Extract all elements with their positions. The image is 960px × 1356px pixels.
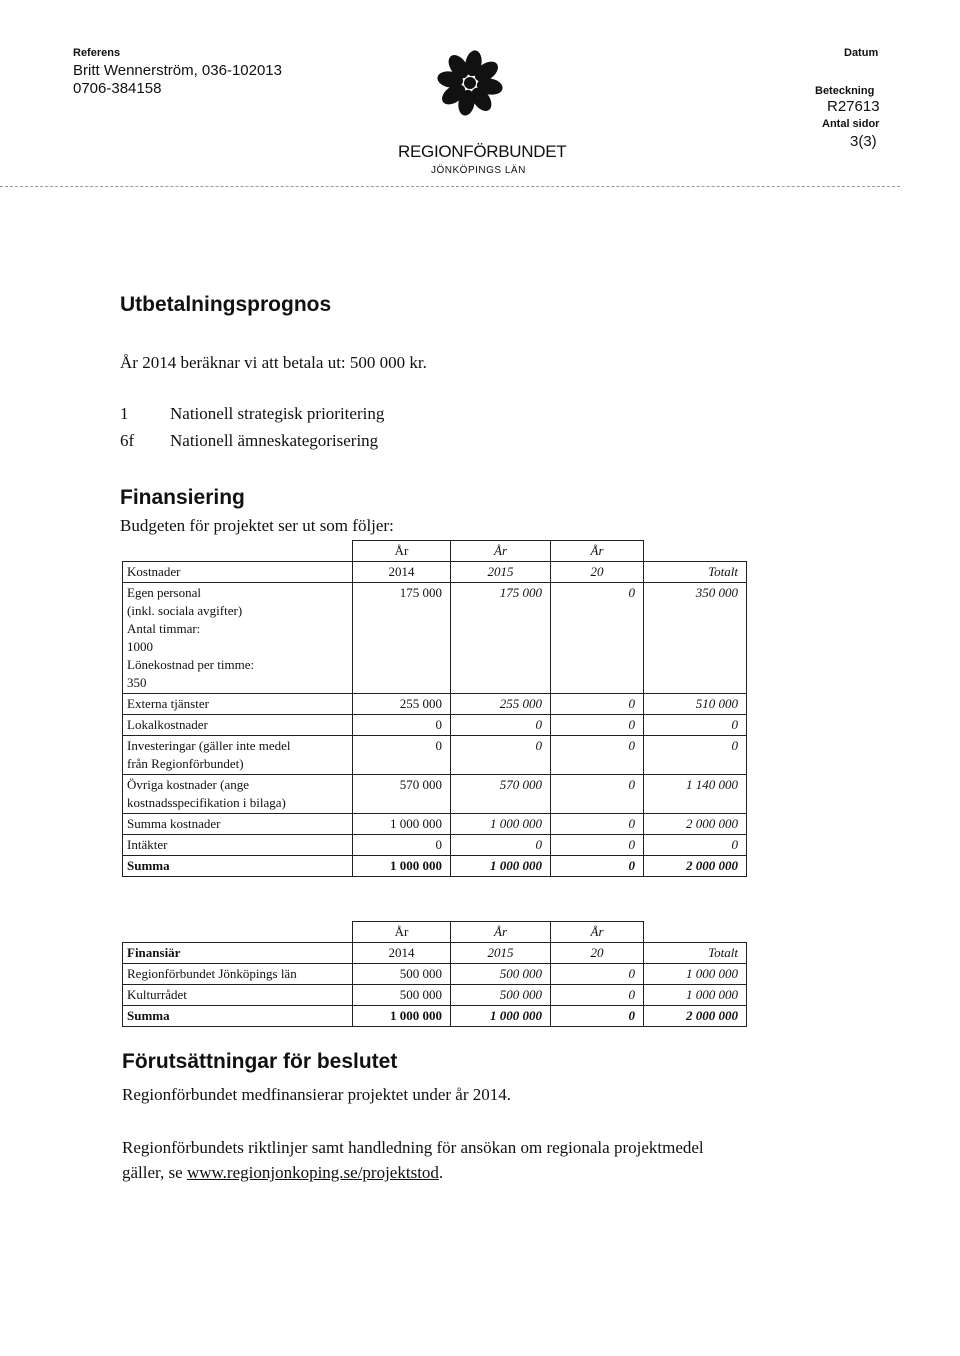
row-value: 1 000 000 (451, 1006, 551, 1027)
row-value: 1 000 000 (451, 856, 551, 877)
year-label: År (451, 922, 551, 943)
row-label (123, 583, 353, 694)
row-value: 175 000 (353, 583, 451, 694)
table-row (123, 985, 747, 1006)
fin-table-header-row (123, 943, 747, 964)
row-value: 1 000 000 (353, 814, 451, 835)
row-value: 0 (644, 715, 747, 736)
row-value: 0 (644, 736, 747, 775)
row-label-line: Antal timmar: (127, 621, 201, 636)
antal-sidor-label: Antal sidor (822, 118, 880, 130)
row-label-line: Investeringar (gäller inte medel (127, 738, 291, 753)
cost-table (122, 540, 747, 877)
row-value: 0 (451, 835, 551, 856)
row-value: 0 (353, 835, 451, 856)
table-row (123, 814, 747, 835)
header-20: 20 (551, 943, 644, 964)
row-value: 1 000 000 (644, 985, 747, 1006)
cost-table-year-row (123, 541, 747, 562)
row-label-line: kostnadsspecifikation i bilaga) (127, 795, 286, 810)
row-value: 1 140 000 (644, 775, 747, 814)
header-kostnader: Kostnader (123, 562, 353, 583)
table-row (123, 835, 747, 856)
row-value: 0 (551, 775, 644, 814)
org-name: REGIONFÖRBUNDET (398, 142, 567, 161)
row-value: 255 000 (451, 694, 551, 715)
condition-paragraph-2-line2 (122, 1163, 443, 1183)
row-value: 0 (353, 715, 451, 736)
section-title-forutsattningar: Förutsättningar för beslutet (122, 1050, 398, 1073)
year-label: År (551, 541, 644, 562)
row-value: 2 000 000 (644, 814, 747, 835)
referens-label: Referens (73, 47, 121, 59)
header-finansiar: Finansiär (123, 943, 353, 964)
row-label (123, 814, 353, 835)
row-label-line: 1000 (127, 639, 153, 654)
row-label-line: Summa kostnader (127, 816, 221, 831)
row-value: 1 000 000 (644, 964, 747, 985)
section-title-utbetalningsprognos: Utbetalningsprognos (120, 293, 332, 316)
row-value: 0 (644, 835, 747, 856)
row-value: 255 000 (353, 694, 451, 715)
row-value: 0 (551, 583, 644, 694)
row-value: 1 000 000 (353, 1006, 451, 1027)
condition-paragraph-2-suffix: . (438, 1163, 444, 1182)
table-row (123, 736, 747, 775)
row-label-line: Externa tjänster (127, 696, 209, 711)
budget-intro: Budgeten för projektet ser ut som följer: (120, 516, 394, 535)
row-label-line: Lokalkostnader (127, 717, 208, 732)
row-label-line: Lönekostnad per timme: (127, 657, 255, 672)
row-label-line: 350 (127, 675, 147, 690)
beteckning-value: R27613 (827, 98, 880, 115)
table-row (123, 583, 747, 694)
table-row (123, 775, 747, 814)
table-row (123, 964, 747, 985)
row-value: 0 (551, 985, 644, 1006)
row-label-line: från Regionförbundet) (127, 756, 244, 771)
row-value: 1 000 000 (451, 814, 551, 835)
regionforbundet-logo-icon (435, 48, 505, 118)
row-value: 570 000 (353, 775, 451, 814)
org-subtitle: JÖNKÖPINGS LÄN (431, 165, 526, 176)
row-label (123, 715, 353, 736)
table-row (123, 715, 747, 736)
header-20: 20 (551, 562, 644, 583)
row-value: 0 (551, 715, 644, 736)
row-label-line: Övriga kostnader (ange (127, 777, 250, 792)
row-value: 1 000 000 (353, 856, 451, 877)
header-divider (0, 186, 900, 187)
row-value: 0 (551, 835, 644, 856)
header-2014: 2014 (353, 562, 451, 583)
year-label: År (353, 541, 451, 562)
table-row (123, 1006, 747, 1027)
row-value: 175 000 (451, 583, 551, 694)
row-label-line: Intäkter (127, 837, 168, 852)
year-label: År (551, 922, 644, 943)
header-2015: 2015 (451, 943, 551, 964)
row-label (123, 856, 353, 877)
payment-text: År 2014 beräknar vi att betala ut: 500 000 kr. (120, 353, 427, 372)
row-value: 0 (551, 856, 644, 877)
row-label (123, 775, 353, 814)
header-2014: 2014 (353, 943, 451, 964)
referens-name: Britt Wennerström, 036-102013 (73, 62, 282, 79)
row-label: Regionförbundet Jönköpings län (123, 964, 353, 985)
code-6f-text: Nationell ämneskategorisering (170, 431, 379, 450)
row-value: 350 000 (644, 583, 747, 694)
row-value: 0 (551, 1006, 644, 1027)
antal-sidor-value: 3(3) (850, 133, 877, 150)
financier-table (122, 921, 747, 1027)
row-value: 570 000 (451, 775, 551, 814)
table-row (123, 856, 747, 877)
code-1-text: Nationell strategisk prioritering (170, 404, 385, 423)
row-label (123, 694, 353, 715)
row-value: 500 000 (353, 964, 451, 985)
row-label (123, 736, 353, 775)
cost-table-header-row (123, 562, 747, 583)
row-value: 510 000 (644, 694, 747, 715)
condition-paragraph-1: Regionförbundet medfinansierar projektet under år 2014. (122, 1085, 511, 1104)
row-value: 0 (451, 715, 551, 736)
row-value: 0 (551, 964, 644, 985)
row-label (123, 835, 353, 856)
datum-label: Datum (844, 47, 879, 59)
year-label: År (451, 541, 551, 562)
beteckning-label: Beteckning (815, 85, 875, 97)
code-1: 1 (120, 404, 129, 423)
condition-paragraph-2-line1: Regionförbundets riktlinjer samt handledning för ansökan om regionala projektmedel (122, 1138, 704, 1157)
row-value: 2 000 000 (644, 856, 747, 877)
header-totalt: Totalt (644, 943, 747, 964)
fin-table-year-row (123, 922, 747, 943)
condition-paragraph-2-prefix: gäller, se (122, 1163, 187, 1182)
row-label-line: (inkl. sociala avgifter) (127, 603, 243, 618)
projektstod-link[interactable]: www.regionjonkoping.se/projektstod (186, 1163, 439, 1182)
year-label: År (353, 922, 451, 943)
referens-phone: 0706-384158 (73, 80, 162, 97)
row-value: 500 000 (353, 985, 451, 1006)
row-value: 0 (451, 736, 551, 775)
row-value: 2 000 000 (644, 1006, 747, 1027)
header-2015: 2015 (451, 562, 551, 583)
code-6f: 6f (120, 431, 135, 450)
header-totalt: Totalt (644, 562, 747, 583)
row-value: 0 (551, 694, 644, 715)
table-row (123, 694, 747, 715)
row-value: 0 (551, 736, 644, 775)
row-label-line: Egen personal (127, 585, 202, 600)
row-value: 0 (551, 814, 644, 835)
row-label: Summa (123, 1006, 353, 1027)
row-value: 0 (353, 736, 451, 775)
row-value: 500 000 (451, 964, 551, 985)
section-title-finansiering: Finansiering (120, 486, 245, 509)
row-value: 500 000 (451, 985, 551, 1006)
row-label: Kulturrådet (123, 985, 353, 1006)
row-label-line: Summa (127, 858, 170, 873)
